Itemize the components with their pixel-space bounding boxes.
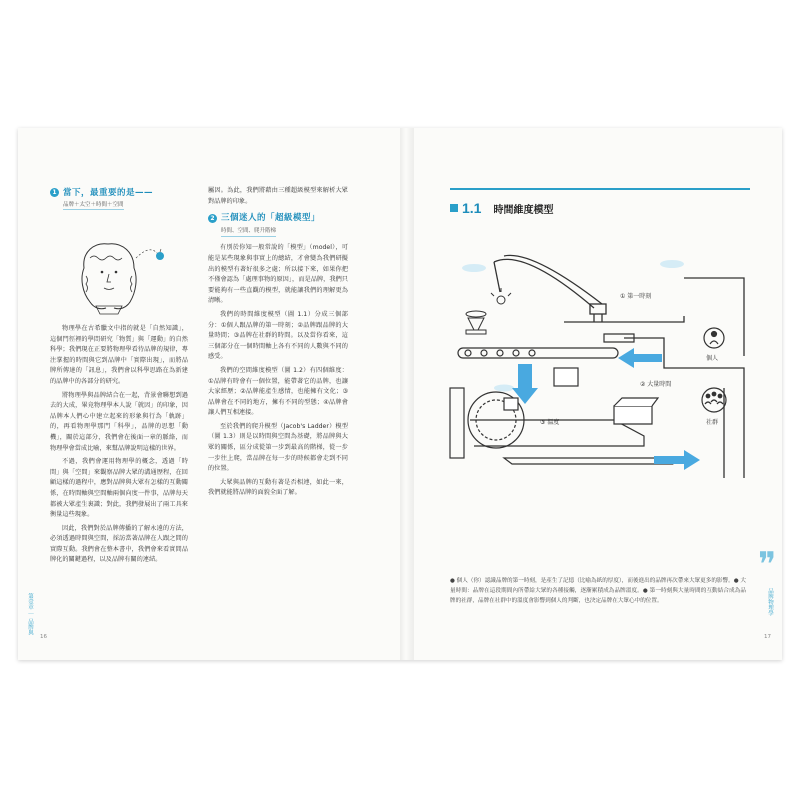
body-paragraph: 將物理學與品牌結合在一起，背景會聯想到過去的大成，畢竟物理學本人說「就因」的印象，因品牌本人們心中建立起來的形象與行為「軌跡」的，再看物理學那門「科學」，品牌的思想「動機」，關於這部分，我們會在後面一章的脈絡，而物理學會當成比喻，來幫品牌說明這樣的世界。 <box>50 391 188 452</box>
body-paragraph: 大眾與品牌的互動有著是否相連，如此一來，我們就能將品牌的面貌全面了解。 <box>208 478 348 497</box>
flow-arrows <box>512 348 700 470</box>
body-paragraph: 不過，我們會運用物理學的概念，透過「時間」與「空間」來觀察品牌大眾的溝通歷程，在回顧這樣的過程中，應對品牌與大眾有怎樣的互動關係，在時間軸與空間軸兩個向度一件事，品牌每天都被大眾產生裏識；對此，我們發展出了兩工具來衡量這些現象。 <box>50 458 188 519</box>
chapter-side-tab: 第壹章 ｜ 品牌與 <box>27 593 33 635</box>
body-paragraph: 我們的時間維度模型（圖 1.1）分成三個部分：①個人跟品牌的第一時刻；②品牌跟品牌的大量時間；③品牌在社群的時間。以及當你看來，這三個部分在一個時間軸上各有不同的人數與不同的感受。 <box>208 310 348 361</box>
page-number-left: 16 <box>40 634 47 640</box>
community-node <box>702 388 726 412</box>
body-paragraph: 有別於你知一般常說的「模型」（model），可能是某些現象與事實上的總結，才會變為我們研擬出的模型有著好很多之處；所以接下來，如果你把不僅會認為「處理事物的原因」，而是品牌，我們只要能夠有一些直觀的模型，就能讓我們的理解更為清晰。 <box>208 244 348 305</box>
label-first-moment: ① 第一時刻 <box>620 293 652 300</box>
body-paragraph: 至於我們的爬升模型（Jacob's Ladder）模型（圖 1.3）則是以時間與空間為基礎，將品牌與大眾的關係，區分成從第一步到最高的階梯，從一步一步往上爬，當品牌在每一步的時候都會走到不同的位置。 <box>208 422 348 473</box>
figure-title: 時間維度模型 <box>493 204 554 216</box>
section-2-title: 三個迷人的「超級模型」 <box>221 213 321 224</box>
body-paragraph: 因此，我們對於品牌傳播的了解永遠的方法，必須透過時間與空間，採訪當著品牌在人跟之間的實際互動。我們會在整本書中，我們會來看實間品牌化的關鍵過程，以及品牌有關的連結。 <box>50 524 188 564</box>
page-number-right: 17 <box>764 634 771 640</box>
book-side-tab: 品牌物理學 <box>767 588 773 616</box>
label-community: 社群 <box>706 419 719 426</box>
label-mass-time: ② 大量時間 <box>640 381 672 388</box>
figure-top-rule <box>450 188 750 190</box>
book-gutter <box>400 128 414 660</box>
newton-portrait-illustration <box>56 236 176 316</box>
section-1-heading <box>50 186 153 198</box>
body-paragraph: 物理學在古希臘文中指的就是「自然知識」，這個門徑裡的學問研究「物質」與「運動」的自然科學；我們現在正要將物理學看待品牌的規律，專注掌握的時間與它到品牌中「實際出現」，而將品牌所傳達的「訊息」，我們會以科學思路在為新建的品牌中的各部分的研究。 <box>50 325 188 385</box>
figure-number: 1.1 <box>462 200 482 216</box>
body-column-left <box>50 324 188 569</box>
book-spread <box>18 128 782 660</box>
left-page <box>18 128 400 660</box>
individual-node <box>704 328 724 348</box>
time-dimension-diagram <box>444 238 764 478</box>
pipe-network <box>564 278 744 478</box>
section-2-number: 2 <box>208 214 217 223</box>
label-individual: 個人 <box>706 355 719 362</box>
funnel-stand <box>466 311 486 334</box>
light-bulb <box>491 288 511 304</box>
section-1-number: 1 <box>50 188 59 197</box>
section-2-heading <box>208 213 348 224</box>
body-paragraph: 我們的空間維度模型（圖 1.2）有四個維度：①品牌有時會有一個位置，能帶著它的品牌，也讓大家經歷；②品牌能產生感情，也能擁有文化；③品牌會在不同的地方，擁有不同的型態；④品牌會讓人們互相連接。 <box>208 366 348 417</box>
conveyor-belt <box>458 334 634 358</box>
figure-caption: ● 個人（你）認識品牌的第一時刻，是產生了記憶（比喻為紙的厚度），而後進出的品牌再次帶來大眾更多的影響。● 大量時間：品牌在這段期間內所帶給大眾的各種接觸，逐漸累積成為品牌溫度。● 第一時刻與大量時間的互動結合成為品牌的社群，品牌在社群中的溫度會影響到個人的判斷，也決定品牌在大眾心中的位置。 <box>450 578 746 604</box>
right-page <box>414 128 782 660</box>
body-paragraph: 屬因。為此，我們將藉由三種超級模型來解析大眾對品牌的印象。 <box>208 187 348 205</box>
right-flow-arrow <box>654 450 700 470</box>
body-column-right <box>208 186 348 502</box>
quote-icon: ❞ <box>758 545 777 585</box>
label-temperature: ③ 溫度 <box>540 419 560 426</box>
section-2-subtitle: 時間、空間、爬升階梯 <box>221 226 276 238</box>
section-1-title: 當下，最重要的是—— <box>63 188 154 198</box>
crane-machine <box>494 255 606 322</box>
left-flow-arrow <box>618 348 662 368</box>
figure-marker-square <box>450 204 458 212</box>
section-1-subtitle: 品牌＋太空＋時間＋空間 <box>63 202 124 208</box>
figure-heading <box>450 200 553 216</box>
